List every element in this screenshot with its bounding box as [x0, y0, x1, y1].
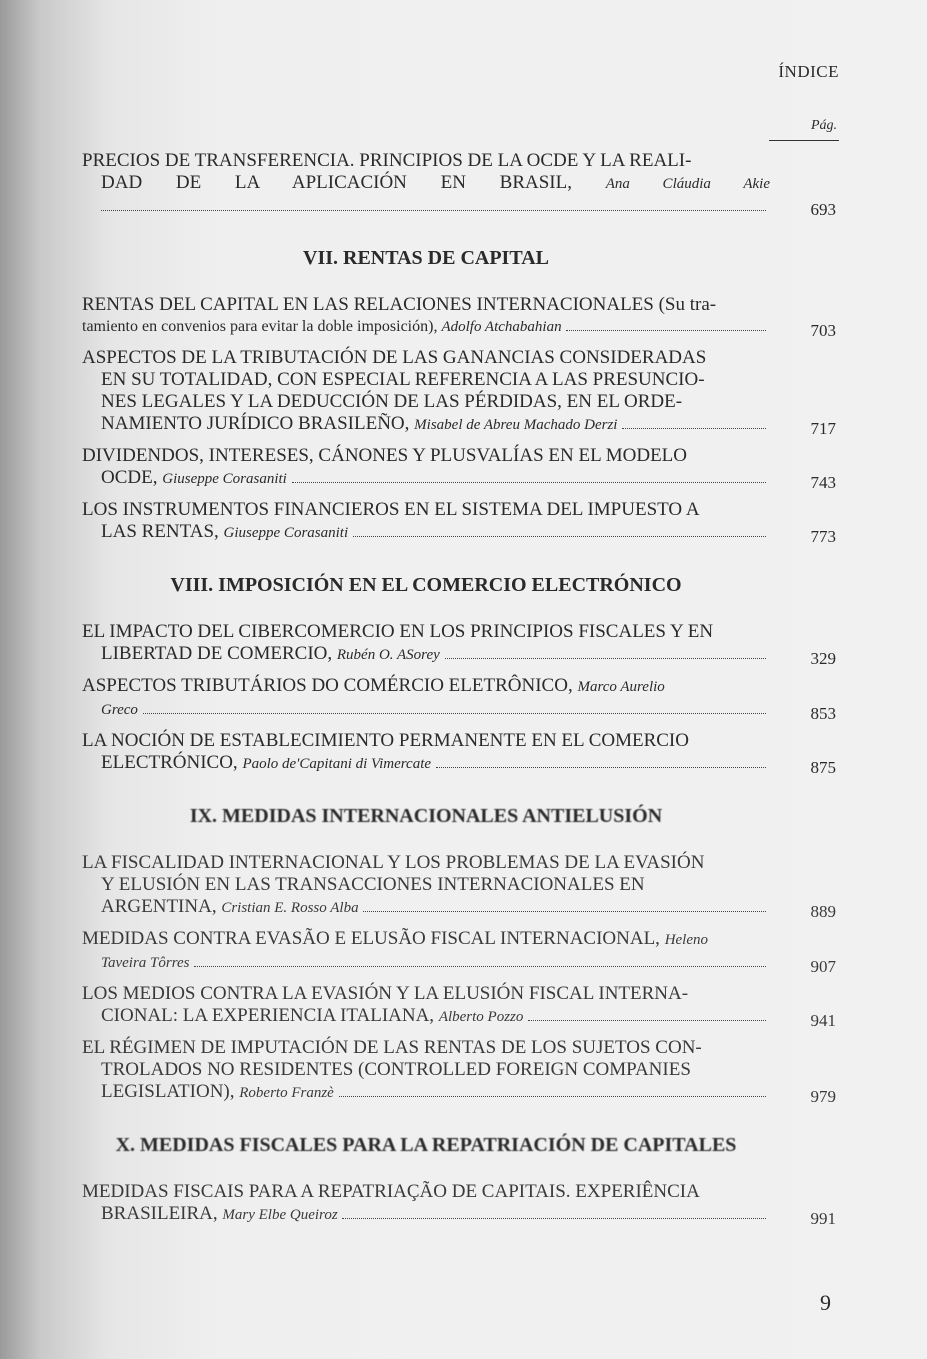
entry-page-number: 907: [810, 957, 836, 976]
entry-page-number: 889: [810, 902, 836, 921]
dot-leader: [363, 910, 766, 912]
entry-author: Giuseppe Corasaniti: [162, 471, 287, 487]
toc-entry: [82, 294, 838, 338]
entry-title-line: LA NOCIÓN DE ESTABLECIMIENTO PERMANENTE EN EL COMERCIO: [82, 730, 689, 751]
section-heading: IX. MEDIDAS INTERNACIONALES ANTIELUSIÓN: [189, 805, 663, 827]
entry-page-number: 773: [810, 527, 836, 546]
toc-entry: [82, 730, 838, 775]
dot-leader: [143, 712, 766, 714]
entry-author: Mary Elbe Queiroz: [222, 1207, 338, 1223]
entry-title-line: DAD DE LA APLICACIÓN EN BRASIL,: [101, 172, 572, 193]
entry-title-line: TROLADOS NO RESIDENTES (CONTROLLED FOREIGN COMPANIES: [101, 1059, 691, 1080]
entry-author: Taveira Tôrres: [101, 955, 190, 971]
section-heading: VII. RENTAS DE CAPITAL: [303, 247, 549, 269]
entry-title-line: MEDIDAS FISCAIS PARA A REPATRIAÇÃO DE CAPITAIS. EXPERIÊNCIA: [82, 1181, 700, 1202]
dot-leader: [566, 329, 766, 331]
entry-title-line: MEDIDAS CONTRA EVASÃO E ELUSÃO FISCAL INTERNACIONAL,: [82, 928, 660, 949]
section-heading: VIII. IMPOSICIÓN EN EL COMERCIO ELECTRÓNICO: [170, 574, 682, 596]
entry-title-line: BRASILEIRA,: [101, 1203, 218, 1224]
entry-title-line: LIBERTAD DE COMERCIO,: [101, 643, 333, 664]
entry-title-line: OCDE,: [101, 467, 158, 488]
entry-title-line: LOS INSTRUMENTOS FINANCIEROS EN EL SISTEMA DEL IMPUESTO A: [82, 499, 700, 520]
entry-author: Paolo de'Capitani di Vimercate: [242, 756, 432, 772]
dot-leader: [353, 535, 766, 537]
dot-leader: [342, 1217, 766, 1219]
entry-author: Marco Aurelio: [577, 679, 665, 695]
toc-entry: [82, 675, 838, 721]
entry-title-line: NES LEGALES Y LA DEDUCCIÓN DE LAS PÉRDIDAS, EN EL ORDE-: [101, 391, 683, 412]
entry-title-line: EL RÉGIMEN DE IMPUTACIÓN DE LAS RENTAS DE LOS SUJETOS CON-: [82, 1037, 702, 1058]
toc-entry: [82, 928, 838, 974]
entry-author: Roberto Franzè: [239, 1085, 334, 1101]
toc-entry: [82, 347, 838, 436]
entry-page-number: 703: [810, 321, 836, 340]
dot-leader: [445, 657, 766, 659]
entry-author: Ana Cláudia Akie: [605, 176, 770, 192]
toc-entry: [82, 1181, 838, 1226]
dot-leader: [194, 965, 766, 967]
entry-page-number: 991: [810, 1209, 836, 1228]
entry-page-number: 329: [810, 649, 836, 668]
entry-title-line: DIVIDENDOS, INTERESES, CÁNONES Y PLUSVALÍAS EN EL MODELO: [82, 445, 688, 466]
toc-entry: [82, 1037, 838, 1104]
entry-author: Alberto Pozzo: [438, 1009, 524, 1025]
entry-title-line: ARGENTINA,: [101, 896, 217, 917]
entry-page-number: 717: [810, 419, 836, 438]
entry-page-number: 743: [810, 473, 836, 492]
entry-title-line: LEGISLATION),: [101, 1081, 235, 1102]
toc-entry: [82, 499, 838, 544]
entry-author: Greco: [101, 702, 138, 718]
entry-page-number: 875: [810, 758, 836, 777]
entry-title-line: EL IMPACTO DEL CIBERCOMERCIO EN LOS PRINCIPIOS FISCALES Y EN: [82, 621, 714, 642]
toc-entry: [82, 983, 838, 1028]
entry-page-number: 853: [810, 704, 836, 723]
entry-author: Rubén O. ASorey: [336, 647, 440, 663]
entry-author: Misabel de Abreu Machado Derzi: [414, 417, 618, 433]
dot-leader: [101, 209, 766, 211]
entry-title-line: CIONAL: LA EXPERIENCIA ITALIANA,: [101, 1005, 435, 1026]
entry-title-line: LOS MEDIOS CONTRA LA EVASIÓN Y LA ELUSIÓN FISCAL INTERNA-: [82, 983, 689, 1004]
toc-entry: [82, 621, 838, 666]
entry-title-line: LAS RENTAS,: [101, 521, 219, 542]
entry-title-line: ASPECTOS DE LA TRIBUTACIÓN DE LAS GANANCIAS CONSIDERADAS: [82, 347, 707, 368]
entry-title-line: tamiento en convenios para evitar la doble imposición),: [82, 318, 438, 335]
entry-title-line: PRECIOS DE TRANSFERENCIA. PRINCIPIOS DE LA OCDE Y LA REALI-: [82, 150, 692, 171]
entry-page-number: 693: [810, 200, 836, 219]
dot-leader: [292, 481, 766, 483]
dot-leader: [436, 766, 766, 768]
dot-leader: [622, 427, 766, 429]
entry-author: Cristian E. Rosso Alba: [221, 900, 359, 916]
entry-page-number: 979: [810, 1087, 836, 1106]
entry-author: Heleno: [664, 932, 709, 948]
toc-entry: [82, 852, 838, 919]
entry-author: Adolfo Atchabahian: [441, 319, 562, 335]
entry-title-line: NAMIENTO JURÍDICO BRASILEÑO,: [101, 413, 410, 434]
entry-author: Giuseppe Corasaniti: [223, 525, 349, 541]
toc-content: [82, 150, 838, 1235]
entry-title-line: RENTAS DEL CAPITAL EN LAS RELACIONES INTERNACIONALES (Su tra-: [82, 294, 717, 315]
toc-entry: [82, 150, 838, 217]
entry-title-line: EN SU TOTALIDAD, CON ESPECIAL REFERENCIA A LAS PRESUNCIO-: [101, 369, 705, 390]
dot-leader: [339, 1095, 766, 1097]
entry-title-line: Y ELUSIÓN EN LAS TRANSACCIONES INTERNACIONALES EN: [101, 874, 645, 895]
entry-title-line: LA FISCALIDAD INTERNACIONAL Y LOS PROBLEMAS DE LA EVASIÓN: [82, 852, 705, 873]
dot-leader: [528, 1019, 766, 1021]
running-head: ÍNDICE: [778, 62, 839, 81]
entry-page-number: 941: [810, 1011, 836, 1030]
section-heading: X. MEDIDAS FISCALES PARA LA REPATRIACIÓN DE CAPITALES: [115, 1134, 737, 1156]
entry-title-line: ELECTRÓNICO,: [101, 752, 238, 773]
page-column-label: Pág.: [810, 118, 837, 133]
toc-entry: [82, 445, 838, 490]
page-column-rule: [769, 140, 839, 141]
entry-title-line: ASPECTOS TRIBUTÁRIOS DO COMÉRCIO ELETRÔNICO,: [82, 675, 573, 696]
folio-page-number: 9: [820, 1290, 831, 1315]
